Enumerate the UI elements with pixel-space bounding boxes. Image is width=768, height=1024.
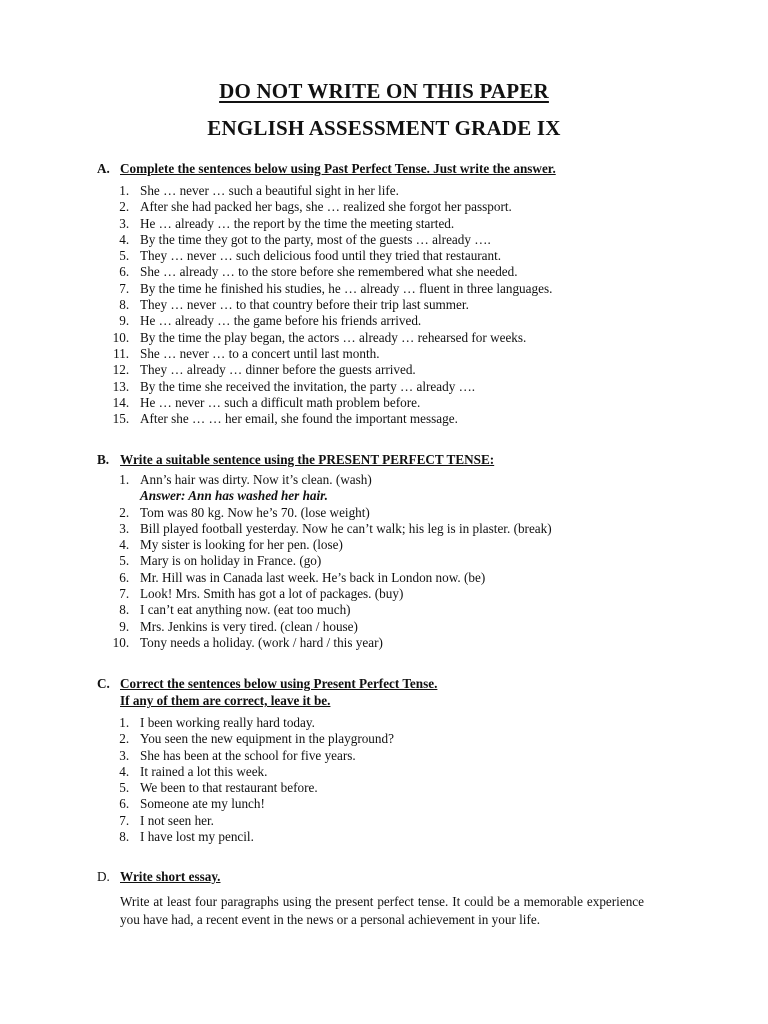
page-title: DO NOT WRITE ON THIS PAPER	[219, 79, 549, 103]
list-item	[97, 395, 668, 411]
item-number: 1.	[119, 183, 139, 198]
list-item	[97, 346, 668, 362]
item-number: 3.	[119, 215, 139, 231]
list-item	[97, 796, 668, 812]
item-text: After she … … her email, she found the important message.	[140, 411, 458, 427]
list-item	[97, 216, 668, 232]
section-instruction: Write short essay.	[120, 869, 221, 884]
item-text: She … already … to the store before she remembered what she needed.	[140, 264, 518, 280]
item-number: 4.	[119, 537, 139, 553]
list-item	[97, 731, 668, 747]
item-number: 2.	[119, 731, 139, 747]
section-heading	[97, 869, 668, 885]
item-text: She has been at the school for five years.	[140, 747, 356, 763]
list-item	[97, 379, 668, 395]
item-text: I been working really hard today.	[140, 715, 315, 730]
page-subtitle: ENGLISH ASSESSMENT GRADE IX	[207, 116, 561, 140]
item-text: They … never … such delicious food until they tried that restaurant.	[140, 248, 502, 264]
section-letter: A.	[97, 161, 110, 176]
section-subinstruction: If any of them are correct, leave it be.	[120, 693, 331, 708]
section-d	[97, 869, 668, 928]
item-text: It rained a lot this week.	[140, 763, 268, 779]
list-item	[97, 553, 668, 569]
section-b	[97, 452, 668, 651]
list-item	[97, 586, 668, 602]
item-number: 9.	[119, 313, 139, 329]
item-text: Ann’s hair was dirty. Now it’s clean. (wash)	[140, 472, 372, 487]
item-number: 2.	[119, 504, 139, 520]
item-text: After she had packed her bags, she … realized she forgot her passport.	[140, 199, 512, 215]
item-text: He … already … the report by the time the meeting started.	[140, 215, 455, 231]
item-number: 14.	[112, 394, 139, 410]
item-text: We been to that restaurant before.	[140, 780, 318, 796]
section-instruction: Complete the sentences below using Past Perfect Tense. Just write the answer.	[120, 161, 556, 176]
section-heading	[97, 161, 668, 177]
item-text: I can’t eat anything now. (eat too much)	[140, 602, 351, 618]
list-item	[97, 248, 668, 264]
item-number: 3.	[119, 520, 139, 536]
list-item	[97, 313, 668, 329]
item-number: 11.	[113, 345, 139, 361]
item-text: My sister is looking for her pen. (lose)	[140, 537, 343, 553]
item-number: 8.	[119, 602, 139, 618]
list-item	[97, 330, 668, 346]
item-text: Mary is on holiday in France. (go)	[140, 553, 322, 569]
list-item	[97, 570, 668, 586]
list-item	[97, 537, 668, 553]
item-text: Bill played football yesterday. Now he can’t walk; his leg is in plaster. (break)	[140, 520, 552, 536]
item-text: They … never … to that country before their trip last summer.	[140, 297, 469, 313]
section-letter: B.	[97, 452, 110, 467]
exercise-list	[97, 715, 668, 845]
item-number: 7.	[119, 586, 139, 602]
list-item	[97, 411, 668, 427]
item-number: 1.	[119, 472, 139, 487]
section-heading	[97, 452, 668, 468]
list-item	[97, 472, 668, 488]
item-number: 9.	[119, 618, 139, 634]
item-text: He … already … the game before his friends arrived.	[140, 313, 422, 329]
item-text: By the time they got to the party, most of the guests … already ….	[140, 231, 491, 247]
list-item	[97, 199, 668, 215]
list-item	[97, 232, 668, 248]
list-item	[97, 281, 668, 297]
item-text: He … never … such a difficult math problem before.	[140, 394, 421, 410]
item-number: 4.	[119, 231, 139, 247]
item-number: 3.	[119, 747, 139, 763]
item-number: 4.	[119, 763, 139, 779]
item-number: 7.	[119, 812, 139, 828]
item-text: I not seen her.	[140, 812, 214, 828]
list-item	[97, 183, 668, 199]
list-item	[97, 505, 668, 521]
list-item	[97, 829, 668, 845]
item-number: 13.	[112, 378, 139, 394]
item-number: 8.	[119, 829, 139, 845]
list-item	[97, 764, 668, 780]
list-item	[97, 813, 668, 829]
item-number: 12.	[112, 362, 139, 378]
item-number: 5.	[119, 248, 139, 264]
item-text: They … already … dinner before the guests arrived.	[140, 362, 416, 378]
list-item	[97, 602, 668, 618]
list-item	[97, 635, 668, 651]
item-text: She … never … to a concert until last month.	[140, 345, 380, 361]
section-instruction: Correct the sentences below using Present Perfect Tense.	[120, 676, 438, 691]
list-item	[97, 264, 668, 280]
list-item	[97, 715, 668, 731]
list-item	[97, 748, 668, 764]
item-number: 10.	[112, 329, 139, 345]
item-number: 5.	[119, 780, 139, 796]
item-text: You seen the new equipment in the playground?	[140, 731, 394, 747]
essay-prompt: Write at least four paragraphs using the present perfect tense. It could be a memorable experience you have had, a recent event in the news or a personal achievement in your life.	[120, 894, 644, 927]
item-number: 10.	[112, 634, 139, 650]
item-text: Mr. Hill was in Canada last week. He’s back in London now. (be)	[140, 569, 486, 585]
section-c	[97, 676, 668, 845]
item-text: Look! Mrs. Smith has got a lot of packages. (buy)	[140, 586, 404, 602]
item-number: 6.	[119, 796, 139, 812]
exercise-list	[97, 183, 668, 427]
list-item	[97, 780, 668, 796]
list-item	[97, 297, 668, 313]
item-number: 8.	[119, 297, 139, 313]
item-number: 6.	[119, 264, 139, 280]
list-item	[97, 619, 668, 635]
section-letter: D.	[97, 869, 110, 884]
item-text: Mrs. Jenkins is very tired. (clean / house)	[140, 618, 358, 634]
item-text: Tony needs a holiday. (work / hard / this year)	[140, 634, 383, 650]
example-answer: Answer: Ann has washed her hair.	[140, 488, 328, 504]
item-text: I have lost my pencil.	[140, 829, 254, 845]
item-text: She … never … such a beautiful sight in her life.	[140, 183, 399, 198]
item-number: 2.	[119, 199, 139, 215]
item-number: 7.	[119, 280, 139, 296]
item-number: 5.	[119, 553, 139, 569]
item-text: By the time the play began, the actors … already … rehearsed for weeks.	[140, 329, 527, 345]
exercise-list	[97, 472, 668, 651]
item-number: 6.	[119, 569, 139, 585]
section-a	[97, 161, 668, 427]
item-number: 1.	[119, 715, 139, 730]
list-item	[97, 521, 668, 537]
section-heading	[97, 676, 668, 692]
item-number: 15.	[112, 411, 139, 427]
item-text: By the time she received the invitation, the party … already ….	[140, 378, 476, 394]
item-text: By the time he finished his studies, he … already … fluent in three languages.	[140, 280, 553, 296]
list-item	[97, 362, 668, 378]
section-instruction: Write a suitable sentence using the PRESENT PERFECT TENSE:	[120, 452, 495, 467]
section-letter: C.	[97, 676, 110, 691]
item-text: Tom was 80 kg. Now he’s 70. (lose weight)	[140, 504, 370, 520]
item-text: Someone ate my lunch!	[140, 796, 265, 812]
